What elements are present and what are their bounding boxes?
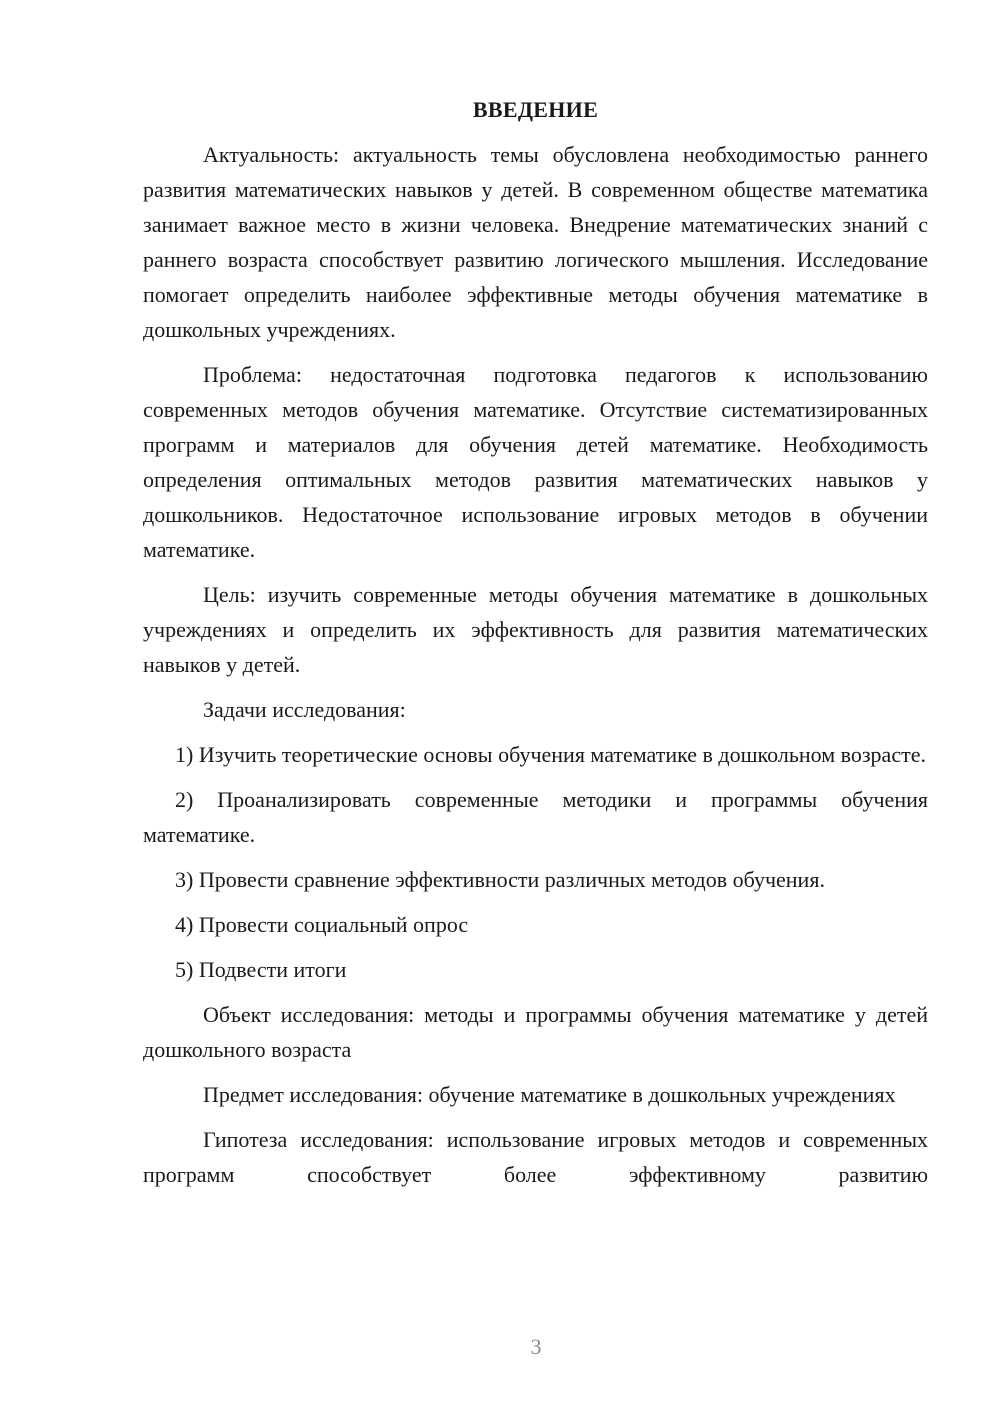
page-number: 3 (530, 1334, 542, 1359)
paragraph-relevance: Актуальность: актуальность темы обусловлена необходимостью раннего развития математических навыков у детей. В современном обществе математика занимает важное место в жизни человека. Внедрение математических знаний с раннего возраста способствует развитию логического мышления. Исследование помогает определить наиболее эффективные методы обучения математике в дошкольных учреждениях. (143, 142, 928, 342)
paragraph-goal: Цель: изучить современные методы обучения математике в дошкольных учреждениях и определить их эффективность для развития математических навыков у детей. (143, 582, 928, 677)
paragraph-problem: Проблема: недостаточная подготовка педагогов к использованию современных методов обучения математике. Отсутствие систематизированных программ и материалов для обучения детей математике. Необходимость определения оптимальных методов развития математических навыков у дошкольников. Недостаточное использование игровых методов в обучении математике. (143, 362, 928, 562)
paragraph-hypothesis: Гипотеза исследования: использование игровых методов и современных программ способствует более эффективному развитию (143, 1127, 928, 1187)
page-content (143, 92, 928, 1192)
task-item-2: 2) Проанализировать современные методики и программы обучения математике. (143, 787, 928, 847)
tasks-heading: Задачи исследования: (203, 697, 406, 722)
task-item-1: 1) Изучить теоретические основы обучения математике в дошкольном возрасте. (175, 742, 926, 767)
section-title: ВВЕДЕНИЕ (472, 97, 599, 122)
task-item-4: 4) Провести социальный опрос (175, 912, 469, 937)
paragraph-subject: Предмет исследования: обучение математике в дошкольных учреждениях (203, 1082, 896, 1107)
paragraph-object: Объект исследования: методы и программы обучения математике у детей дошкольного возраста (143, 1002, 928, 1062)
task-item-5: 5) Подвести итоги (175, 957, 347, 982)
task-item-3: 3) Провести сравнение эффективности различных методов обучения. (175, 867, 825, 892)
